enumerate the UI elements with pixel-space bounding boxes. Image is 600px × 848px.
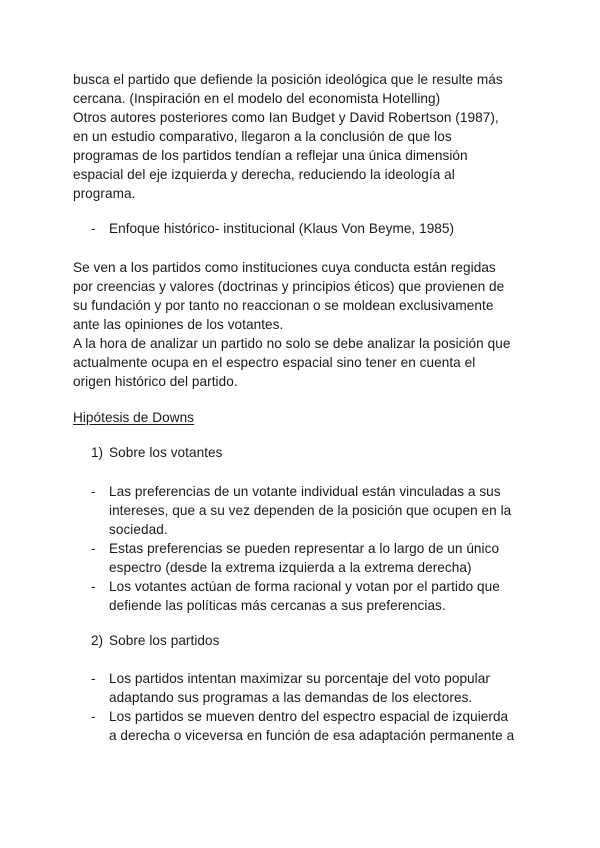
voters-bullet-line: espectro (desde la extrema izquierda a la extrema derecha) — [109, 560, 472, 575]
body-line: por creencias y valores (doctrinas y principios éticos) que provienen de — [73, 279, 505, 294]
bullet-dash: - — [91, 671, 96, 686]
intro-line: busca el partido que defiende la posición ideológica que le resulte más — [73, 72, 503, 87]
intro-line: cercana. (Inspiración en el modelo del economista Hotelling) — [73, 91, 441, 106]
body-line: actualmente ocupa en el espectro espacial sino tener en cuenta el — [73, 355, 476, 370]
parties-title: Sobre los partidos — [109, 633, 220, 648]
voters-title: Sobre los votantes — [109, 445, 223, 460]
intro-line: Otros autores posteriores como Ian Budget y David Robertson (1987), — [73, 110, 499, 125]
body-line: su fundación y por tanto no reaccionan o se moldean exclusivamente — [73, 298, 494, 313]
bullet-dash: - — [91, 221, 96, 236]
voters-bullet-line: defiende las políticas más cercanas a sus preferencias. — [109, 598, 446, 613]
parties-bullet-line: Los partidos se mueven dentro del espectro espacial de izquierda — [109, 709, 509, 724]
section-heading: Hipótesis de Downs — [73, 410, 195, 425]
body-line: ante las opiniones de los votantes. — [73, 317, 284, 332]
parties-bullet-line: Los partidos intentan maximizar su porcentaje del voto popular — [109, 671, 490, 686]
parties-bullet-line: a derecha o viceversa en función de esa adaptación permanente a — [109, 728, 515, 743]
voters-bullet-line: Estas preferencias se pueden representar a lo largo de un único — [109, 541, 500, 556]
bullet-dash: - — [91, 484, 96, 499]
intro-line: en un estudio comparativo, llegaron a la conclusión de que los — [73, 129, 452, 144]
enfoque-item: Enfoque histórico- institucional (Klaus Von Beyme, 1985) — [109, 221, 455, 236]
voters-bullet-line: Las preferencias de un votante individual están vinculadas a sus — [109, 484, 501, 499]
intro-line: programa. — [73, 186, 136, 201]
bullet-dash: - — [91, 579, 96, 594]
bullet-dash: - — [91, 541, 96, 556]
parties-bullet-line: adaptando sus programas a las demandas de los electores. — [109, 690, 473, 705]
list-number: 2) — [91, 633, 104, 648]
voters-bullet-line: sociedad. — [109, 522, 168, 537]
body-line: A la hora de analizar un partido no solo se debe analizar la posición que — [73, 336, 511, 351]
body-line: origen histórico del partido. — [73, 374, 238, 389]
voters-bullet-line: intereses, que a su vez dependen de la posición que ocupen en la — [109, 503, 512, 518]
list-number: 1) — [91, 445, 104, 460]
body-line: Se ven a los partidos como instituciones cuya conducta están regidas — [73, 260, 496, 275]
bullet-dash: - — [91, 709, 96, 724]
intro-line: programas de los partidos tendían a reflejar una única dimensión — [73, 148, 468, 163]
voters-bullet-line: Los votantes actúan de forma racional y votan por el partido que — [109, 579, 500, 594]
intro-line: espacial del eje izquierda y derecha, reduciendo la ideología al — [73, 167, 455, 182]
